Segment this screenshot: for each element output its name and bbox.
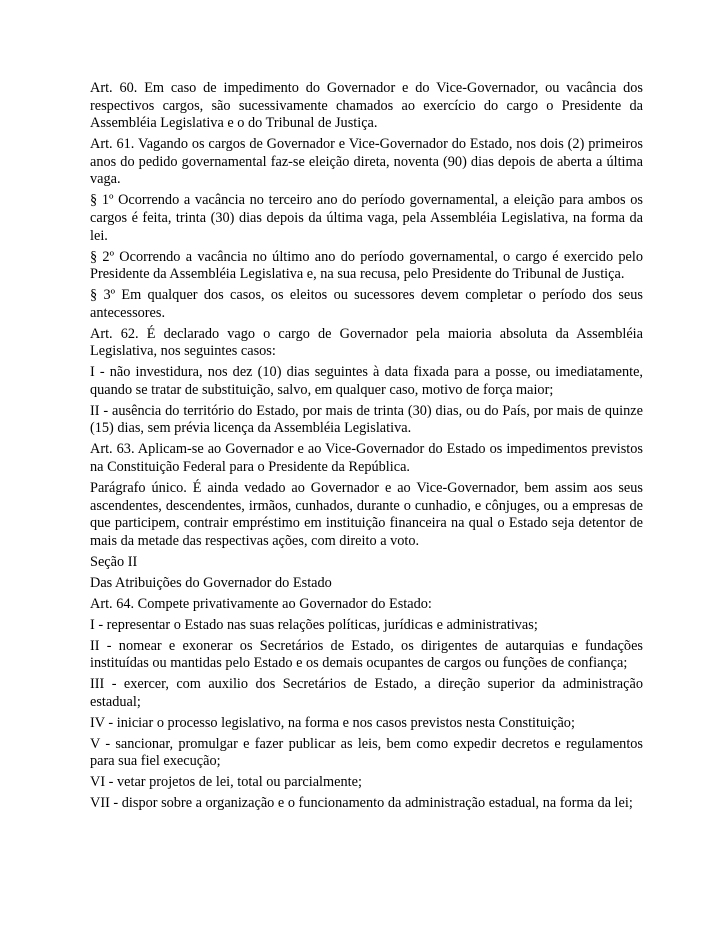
paragraph-art-60: Art. 60. Em caso de impedimento do Governador e do Vice-Governador, ou vacância dos respectivos cargos, são sucessivamente chamados ao exercício do cargo o Presidente da Assembléia Legislativa e o do Tribunal de Justiça.	[90, 80, 643, 132]
paragraph-art-64-item-2: II - nomear e exonerar os Secretários de Estado, os dirigentes de autarquias e fundações instituídas ou mantidas pelo Estado e os demais ocupantes de cargos ou funções de confiança;	[90, 637, 643, 672]
paragraph-art-61: Art. 61. Vagando os cargos de Governador e Vice-Governador do Estado, nos dois (2) primeiros anos do pedido governamental faz-se eleição direta, noventa (90) dias depois de aberta a última vaga.	[90, 136, 643, 188]
paragraph-art-64: Art. 64. Compete privativamente ao Governador do Estado:	[90, 595, 432, 612]
paragraph-art-64-item-7: VII - dispor sobre a organização e o funcionamento da administração estadual, na forma da lei;	[90, 795, 633, 812]
paragraph-art-62: Art. 62. É declarado vago o cargo de Governador pela maioria absoluta da Assembléia Legislativa, nos seguintes casos:	[90, 325, 643, 360]
paragraph-art-62-item-1: I - não investidura, nos dez (10) dias seguintes à data fixada para a posse, ou imediatamente, quando se tratar de substituição, salvo, em qualquer caso, motivo de força maior;	[90, 364, 643, 398]
paragraph-art-61-par-3: § 3º Em qualquer dos casos, os eleitos ou sucessores devem completar o período dos seus antecessores.	[90, 287, 643, 321]
paragraph-art-64-item-5: V - sancionar, promulgar e fazer publicar as leis, bem como expedir decretos e regulamentos para sua fiel execução;	[90, 735, 643, 770]
paragraph-art-64-item-6: VI - vetar projetos de lei, total ou parcialmente;	[90, 774, 362, 791]
section-heading: Seção II	[90, 553, 138, 570]
paragraph-art-61-par-1: § 1º Ocorrendo a vacância no terceiro ano do período governamental, a eleição para ambos os cargos é feita, trinta (30) dias depois da última vaga, pela Assembléia Legislativa, na forma da lei.	[90, 192, 643, 244]
paragraph-art-64-item-3: III - exercer, com auxilio dos Secretários de Estado, a direção superior da administração estadual;	[90, 676, 643, 710]
paragraph-art-64-item-4: IV - iniciar o processo legislativo, na forma e nos casos previstos nesta Constituição;	[90, 714, 575, 731]
section-title: Das Atribuições do Governador do Estado	[90, 574, 332, 591]
paragraph-art-62-item-2: II - ausência do território do Estado, por mais de trinta (30) dias, ou do País, por mais de quinze (15) dias, sem prévia licença da Assembléia Legislativa.	[90, 402, 643, 437]
document-page	[90, 80, 643, 816]
paragraph-art-64-item-1: I - representar o Estado nas suas relações políticas, jurídicas e administrativas;	[90, 616, 538, 633]
paragraph-art-63: Art. 63. Aplicam-se ao Governador e ao Vice-Governador do Estado os impedimentos previstos na Constituição Federal para o Presidente da República.	[90, 441, 643, 475]
paragraph-art-63-sole: Parágrafo único. É ainda vedado ao Governador e ao Vice-Governador, bem assim aos seus ascendentes, descendentes, irmãos, cunhados, durante o cunhadio, e cônjuges, ou a empresas de que participem, contrair empréstimo em instituição financeira na qual o Estado seja detentor de mais da metade das respectivas ações, com direito a voto.	[90, 479, 643, 549]
paragraph-art-61-par-2: § 2º Ocorrendo a vacância no último ano do período governamental, o cargo é exercido pelo Presidente da Assembléia Legislativa e, na sua recusa, pelo Presidente do Tribunal de Justiça.	[90, 248, 643, 283]
